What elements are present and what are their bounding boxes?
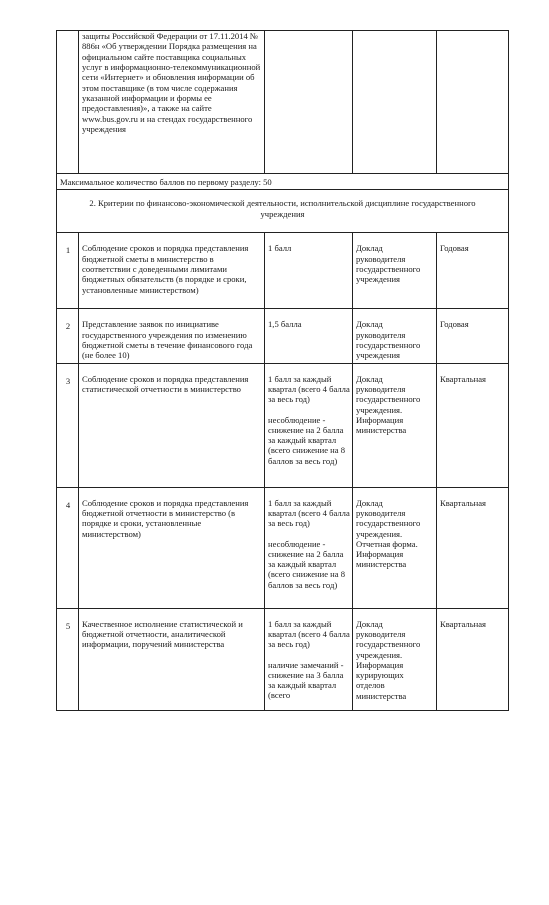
period-text: Квартальная: [437, 363, 509, 487]
period-text: Квартальная: [437, 487, 509, 608]
score-text: 1 балл за каждый квартал (всего 4 балла за весь год): [268, 618, 350, 650]
criterion-text: Представление заявок по инициативе государственного учреждения по изменению бюджетной сметы в течение финансового года (не более 10): [79, 309, 265, 363]
score-cell: [265, 233, 353, 309]
source-cell: [353, 31, 437, 174]
num-cell: [57, 31, 79, 174]
score-penalty-text: несоблюдение - снижение на 2 балла за каждый квартал (всего снижение на 8 баллов за весь год): [268, 414, 346, 466]
period-text: Квартальная: [437, 608, 509, 710]
criterion-cell: [79, 31, 265, 174]
table-row: [57, 309, 509, 363]
score-text: 1 балл за каждый квартал (всего 4 балла за весь год): [268, 373, 350, 405]
score-text: 1 балл за каждый квартал (всего 4 балла за весь год): [268, 497, 350, 529]
score-cell: [265, 309, 353, 363]
source-text: Доклад руководителя государственного учреждения. Информация министерства: [353, 363, 437, 487]
score-cell: [265, 608, 353, 710]
score-penalty-text: наличие замечаний - снижение на 3 балла за каждый квартал (всего: [268, 659, 344, 701]
max-score-row: [57, 174, 509, 190]
score-text: 1 балл: [268, 243, 292, 254]
table-row: [57, 363, 509, 487]
score-cell: [265, 487, 353, 608]
max-score-cell: [57, 174, 509, 190]
source-text: Доклад руководителя государственного учреждения. Отчетная форма. Информация министерства: [353, 487, 437, 608]
period-text: Годовая: [437, 233, 509, 309]
row-number: 2: [57, 309, 79, 363]
criterion-text: Качественное исполнение статистической и бюджетной отчетности, аналитической информации, поручений министерства: [79, 608, 265, 710]
source-text: Доклад руководителя государственного учреждения: [353, 309, 437, 363]
score-text: 1,5 балла: [268, 319, 302, 330]
table-row: [57, 608, 509, 710]
row-number: 3: [57, 363, 79, 487]
period-text: Годовая: [437, 309, 509, 363]
score-cell: [265, 363, 353, 487]
section-title-row: [57, 190, 509, 233]
row-number: 1: [57, 233, 79, 309]
max-score-text: Максимальное количество баллов по первому разделу: 50: [60, 177, 272, 187]
period-cell: [437, 31, 509, 174]
source-text: Доклад руководителя государственного учреждения: [353, 233, 437, 309]
section-title-cell: [57, 190, 509, 233]
section-title: 2. Критерии по финансово-экономической деятельности, исполнительской дисциплине государственного учреждения: [89, 198, 476, 219]
row-number: 5: [57, 608, 79, 710]
criterion-text: Соблюдение сроков и порядка представления бюджетной отчетности в министерство (в порядке и сроки, установленные министерством): [79, 487, 265, 608]
source-text: Доклад руководителя государственного учреждения. Информация курирующих отделов министерства: [353, 608, 437, 710]
score-penalty-text: несоблюдение - снижение на 2 балла за каждый квартал (всего снижение на 8 баллов за весь год): [268, 538, 346, 590]
score-cell: [265, 31, 353, 174]
criterion-text: Соблюдение сроков и порядка представления статистической отчетности в министерство: [79, 363, 265, 487]
row-number: 4: [57, 487, 79, 608]
continuation-text: защиты Российской Федерации от 17.11.2014 № 886н «Об утверждении Порядка размещения на официальном сайте поставщика социальных услуг в информационно-телекоммуникационной сети «Интернет» и обновления информации об этом поставщике (в том числе содержания указанной информации и формы ее предоставления)», а также на сайте www.bus.gov.ru и на стендах государственного учреждения: [82, 31, 261, 134]
continuation-row: [57, 31, 509, 174]
criteria-table: [56, 30, 509, 711]
table-row: [57, 233, 509, 309]
criterion-text: Соблюдение сроков и порядка представления бюджетной сметы в министерство в соответствии с доведенными лимитами бюджетных обязательств (в порядке и сроки, установленные министерством): [79, 233, 265, 309]
table-row: [57, 487, 509, 608]
